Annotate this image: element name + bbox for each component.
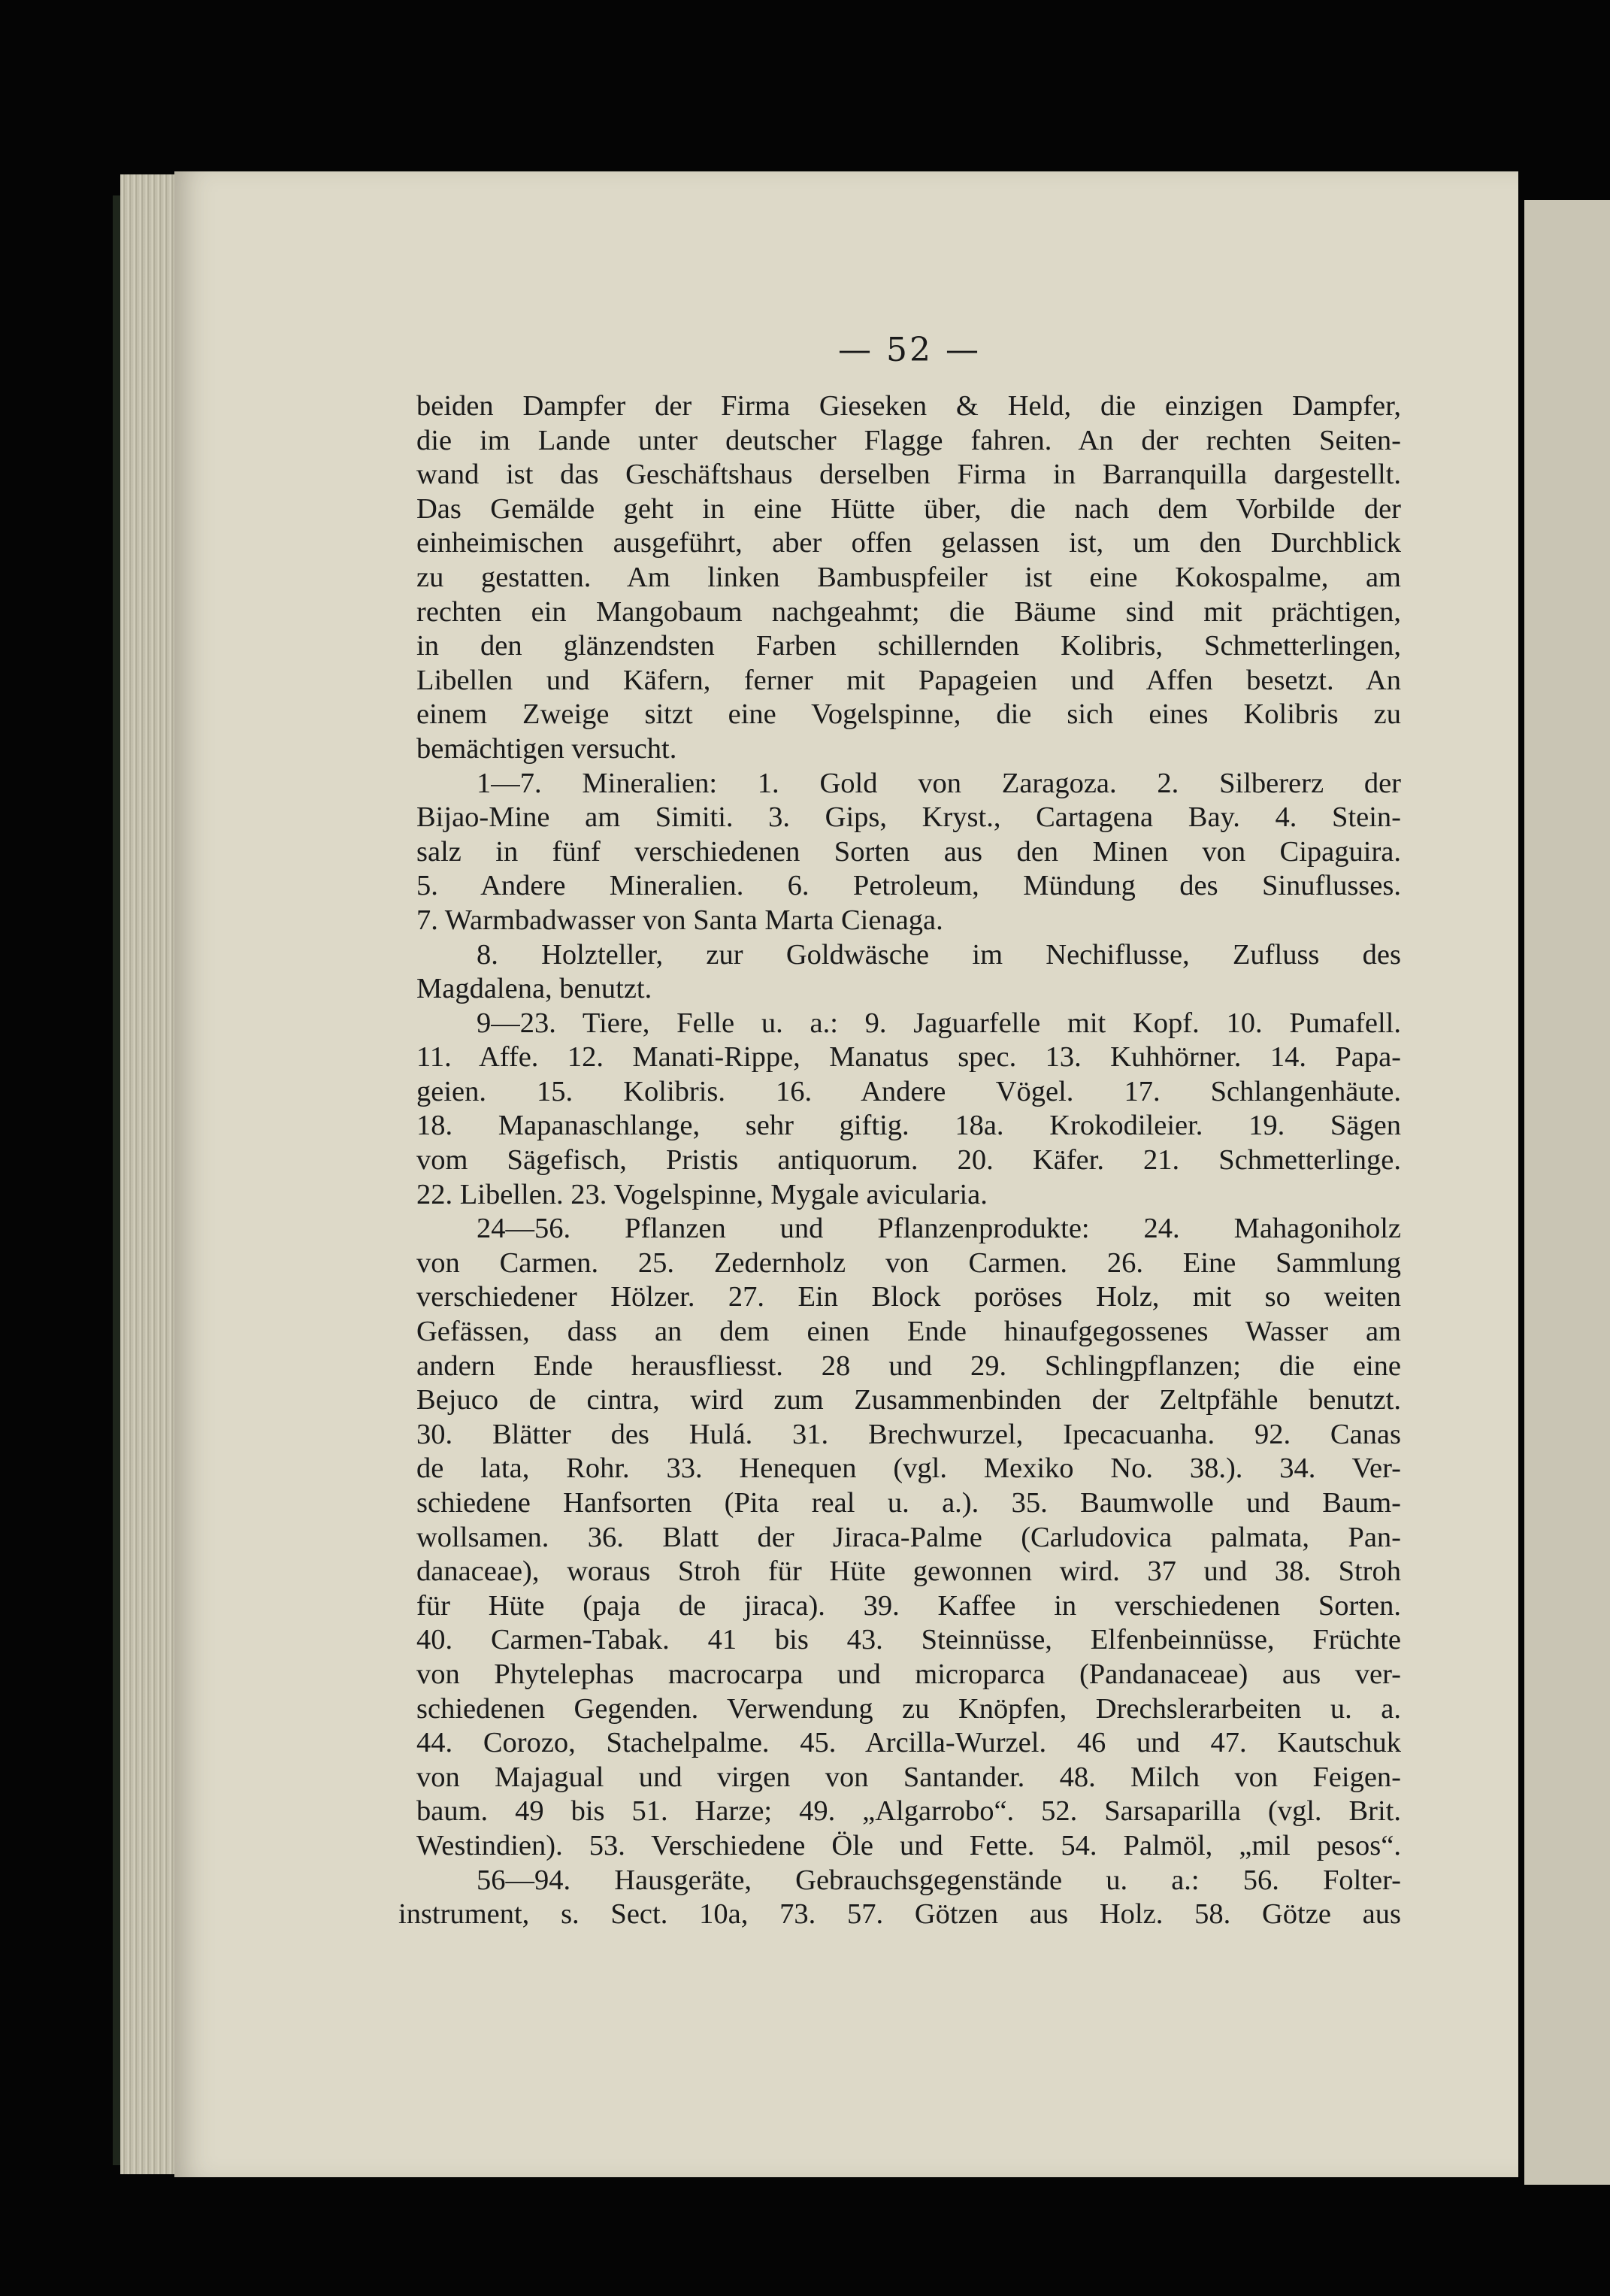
page-number: — 52 —: [838, 331, 981, 369]
text-line: wand ist das Geschäftshaus derselben Firma in Barranquilla dargestellt.: [416, 459, 1401, 491]
text-line: 9—23. Tiere, Felle u. a.: 9. Jaguarfelle mit Kopf. 10. Pumafell.: [477, 1007, 1401, 1039]
text-line: von Phytelephas macrocarpa und microparca (Pandanaceae) aus ver-: [416, 1658, 1401, 1690]
text-line: Das Gemälde geht in eine Hütte über, die nach dem Vorbilde der: [416, 492, 1401, 525]
text-line: einheimischen ausgeführt, aber offen gelassen ist, um den Durchblick: [416, 527, 1401, 559]
text-line: geien. 15. Kolibris. 16. Andere Vögel. 17. Schlangenhäute.: [416, 1075, 1401, 1107]
text-line: 1—7. Mineralien: 1. Gold von Zaragoza. 2. Silbererz der: [477, 767, 1401, 799]
text-line: 18. Mapanaschlange, sehr giftig. 18a. Krokodileier. 19. Sägen: [416, 1110, 1401, 1142]
text-line: schiedene Hanfsorten (Pita real u. a.). 35. Baumwolle und Baum-: [416, 1487, 1401, 1519]
text-line: Westindien). 53. Verschiedene Öle und Fette. 54. Palmöl, „mil pesos“.: [416, 1829, 1401, 1861]
text-line: für Hüte (paja de jiraca). 39. Kaffee in verschiedenen Sorten.: [416, 1589, 1401, 1622]
text-line: 30. Blätter des Hulá. 31. Brechwurzel, Ipecacuanha. 92. Canas: [416, 1418, 1401, 1450]
text-line: wollsamen. 36. Blatt der Jiraca-Palme (Carludovica palmata, Pan-: [416, 1521, 1401, 1553]
text-line: Magdalena, benutzt.: [416, 973, 652, 1005]
text-line: schiedenen Gegenden. Verwendung zu Knöpfen, Drechslerarbeiten u. a.: [416, 1692, 1401, 1725]
text-line: verschiedener Hölzer. 27. Ein Block poröses Holz, mit so weiten: [416, 1281, 1401, 1313]
text-line: Bejuco de cintra, wird zum Zusammenbinden der Zeltpfähle benutzt.: [416, 1384, 1401, 1416]
text-line: 5. Andere Mineralien. 6. Petroleum, Mündung des Sinuflusses.: [416, 870, 1401, 902]
text-line: 11. Affe. 12. Manati-Rippe, Manatus spec. 13. Kuhhörner. 14. Papa-: [416, 1041, 1401, 1074]
text-line: 44. Corozo, Stachelpalme. 45. Arcilla-Wurzel. 46 und 47. Kautschuk: [416, 1727, 1401, 1759]
text-line: von Majagual und virgen von Santander. 48. Milch von Feigen-: [416, 1761, 1401, 1793]
text-line: 40. Carmen-Tabak. 41 bis 43. Steinnüsse, Elfenbeinnüsse, Früchte: [416, 1624, 1401, 1656]
text-line: in den glänzendsten Farben schillernden Kolibris, Schmetterlingen,: [416, 630, 1401, 662]
text-line: instrument, s. Sect. 10a, 73. 57. Götzen aus Holz. 58. Götze aus: [398, 1898, 1401, 1931]
facing-page-edge: [1524, 200, 1610, 2185]
text-line: andern Ende herausfliesst. 28 und 29. Schlingpflanzen; die eine: [416, 1349, 1401, 1382]
text-line: die im Lande unter deutscher Flagge fahren. An der rechten Seiten-: [416, 424, 1401, 456]
text-line: baum. 49 bis 51. Harze; 49. „Algarrobo“. 52. Sarsaparilla (vgl. Brit.: [416, 1795, 1401, 1828]
text-line: Bijao-Mine am Simiti. 3. Gips, Kryst., Cartagena Bay. 4. Stein-: [416, 801, 1401, 834]
text-line: 8. Holzteller, zur Goldwäsche im Nechiflusse, Zufluss des: [477, 938, 1401, 971]
body-text: [398, 389, 1401, 1932]
text-line: vom Sägefisch, Pristis antiquorum. 20. Käfer. 21. Schmetterlinge.: [416, 1144, 1401, 1177]
text-line: 56—94. Hausgeräte, Gebrauchsgegenstände u. a.: 56. Folter-: [477, 1864, 1401, 1896]
text-line: 22. Libellen. 23. Vogelspinne, Mygale avicularia.: [416, 1178, 988, 1210]
text-line: beiden Dampfer der Firma Gieseken & Held, die einzigen Dampfer,: [416, 390, 1401, 422]
text-line: bemächtigen versucht.: [416, 732, 677, 765]
text-line: 24—56. Pflanzen und Pflanzenprodukte: 24. Mahagoniholz: [477, 1213, 1401, 1245]
text-line: zu gestatten. Am linken Bambuspfeiler ist eine Kokospalme, am: [416, 561, 1401, 593]
text-line: Libellen und Käfern, ferner mit Papageien und Affen besetzt. An: [416, 664, 1401, 696]
text-line: Gefässen, dass an dem einen Ende hinaufgegossenes Wasser am: [416, 1316, 1401, 1348]
text-line: einem Zweige sitzt eine Vogelspinne, die sich eines Kolibris zu: [416, 698, 1401, 731]
text-line: von Carmen. 25. Zedernholz von Carmen. 26. Eine Sammlung: [416, 1246, 1401, 1279]
text-line: 7. Warmbadwasser von Santa Marta Cienaga.: [416, 904, 943, 936]
text-line: rechten ein Mangobaum nachgeahmt; die Bäume sind mit prächtigen,: [416, 595, 1401, 628]
text-line: de lata, Rohr. 33. Henequen (vgl. Mexiko No. 38.). 34. Ver-: [416, 1452, 1401, 1485]
text-line: danaceae), woraus Stroh für Hüte gewonnen wird. 37 und 38. Stroh: [416, 1555, 1401, 1588]
text-line: salz in fünf verschiedenen Sorten aus den Minen von Cipaguira.: [416, 835, 1401, 868]
